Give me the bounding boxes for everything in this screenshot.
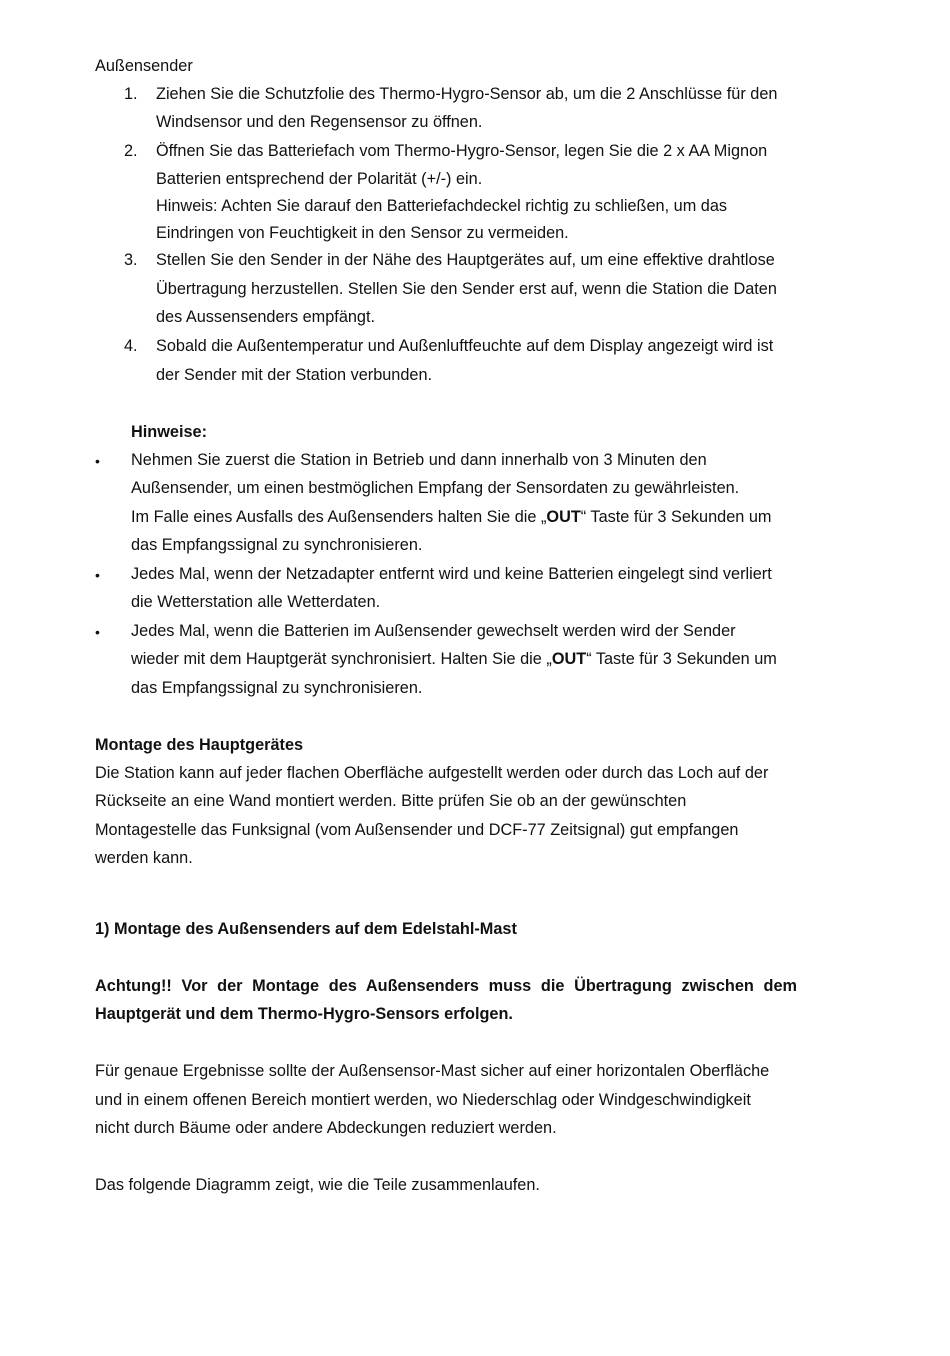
hint-text: Außensender, um einen bestmöglichen Empfang der Sensordaten zu gewährleisten. <box>131 479 740 497</box>
paragraph-line: Montagestelle das Funksignal (vom Außensender und DCF-77 Zeitsignal) gut empfangen <box>95 821 739 839</box>
hint-text-part: “ Taste für 3 Sekunden um <box>580 508 772 526</box>
paragraph-line: nicht durch Bäume oder andere Abdeckungen reduziert werden. <box>95 1119 557 1137</box>
out-key-label: OUT <box>546 508 581 526</box>
paragraph-line: Die Station kann auf jeder flachen Oberfläche aufgestellt werden oder durch das Loch auf der <box>95 764 769 782</box>
section-title-mast: 1) Montage des Außensenders auf dem Edelstahl-Mast <box>95 920 517 938</box>
step-number: 3. <box>124 251 138 269</box>
section-heading-outdoor: Außensender <box>95 57 193 75</box>
step-text: des Aussensenders empfängt. <box>156 308 376 326</box>
hint-text: die Wetterstation alle Wetterdaten. <box>131 593 381 611</box>
paragraph-line: werden kann. <box>95 849 193 867</box>
hint-text-part: wieder mit dem Hauptgerät synchronisiert. <box>131 650 441 668</box>
section-title-main-unit: Montage des Hauptgerätes <box>95 736 304 754</box>
step-note: Eindringen von Feuchtigkeit in den Sensor zu vermeiden. <box>156 224 569 242</box>
paragraph-line: Für genaue Ergebnisse sollte der Außensensor-Mast sicher auf einer horizontalen Oberfläche <box>95 1062 770 1080</box>
hint-text: Jedes Mal, wenn die Batterien im Außensender gewechselt werden wird der Sender <box>131 622 736 640</box>
warning-text: Hauptgerät und dem Thermo-Hygro-Sensors erfolgen. <box>95 1005 513 1023</box>
hint-text: das Empfangssignal zu synchronisieren. <box>131 679 423 697</box>
hint-text: Nehmen Sie zuerst die Station in Betrieb und dann innerhalb von 3 Minuten den <box>131 451 707 469</box>
step-number: 4. <box>124 337 138 355</box>
step-text: Stellen Sie den Sender in der Nähe des Hauptgerätes auf, um eine effektive drahtlose <box>156 251 775 269</box>
diagram-note: Das folgende Diagramm zeigt, wie die Teile zusammenlaufen. <box>95 1176 540 1194</box>
hint-text <box>131 507 771 527</box>
hint-text: das Empfangssignal zu synchronisieren. <box>131 536 423 554</box>
hint-text: Jedes Mal, wenn der Netzadapter entfernt wird und keine Batterien eingelegt sind verliert <box>131 565 772 583</box>
bullet-icon: • <box>95 624 100 640</box>
hint-text <box>131 649 777 669</box>
step-number: 2. <box>124 142 138 160</box>
step-text: Übertragung herzustellen. Stellen Sie den Sender erst auf, wenn die Station die Daten <box>156 280 777 298</box>
paragraph-line: Rückseite an eine Wand montiert werden. Bitte prüfen Sie ob an der gewünschten <box>95 792 687 810</box>
step-text: der Sender mit der Station verbunden. <box>156 366 433 384</box>
step-text: Windsensor und den Regensensor zu öffnen. <box>156 113 483 131</box>
hints-title: Hinweise: <box>131 423 208 441</box>
paragraph-line: und in einem offenen Bereich montiert werden, wo Niederschlag oder Windgeschwindigkeit <box>95 1091 751 1109</box>
hint-text-part: “ Taste für 3 Sekunden um <box>586 650 777 668</box>
out-key-label: OUT <box>551 650 587 668</box>
bullet-icon: • <box>95 453 100 469</box>
step-text: Öffnen Sie das Batteriefach vom Thermo-Hygro-Sensor, legen Sie die 2 x AA Mignon <box>156 142 768 160</box>
step-text: Sobald die Außentemperatur und Außenluftfeuchte auf dem Display angezeigt wird ist <box>156 337 774 355</box>
step-text: Ziehen Sie die Schutzfolie des Thermo-Hygro-Sensor ab, um die 2 Anschlüsse für den <box>156 85 778 103</box>
hint-text-part: Halten Sie die „ <box>440 650 552 668</box>
hint-text-part: Im Falle eines Ausfalls des Außensenders halten Sie die „ <box>131 508 547 526</box>
step-note: Hinweis: Achten Sie darauf den Batteriefachdeckel richtig zu schließen, um das <box>156 197 728 215</box>
warning-text: Achtung!! Vor der Montage des Außensenders muss die Übertragung zwischen dem <box>95 977 797 995</box>
bullet-icon: • <box>95 567 100 583</box>
step-text: Batterien entsprechend der Polarität (+/-) ein. <box>156 170 483 188</box>
step-number: 1. <box>124 85 138 103</box>
